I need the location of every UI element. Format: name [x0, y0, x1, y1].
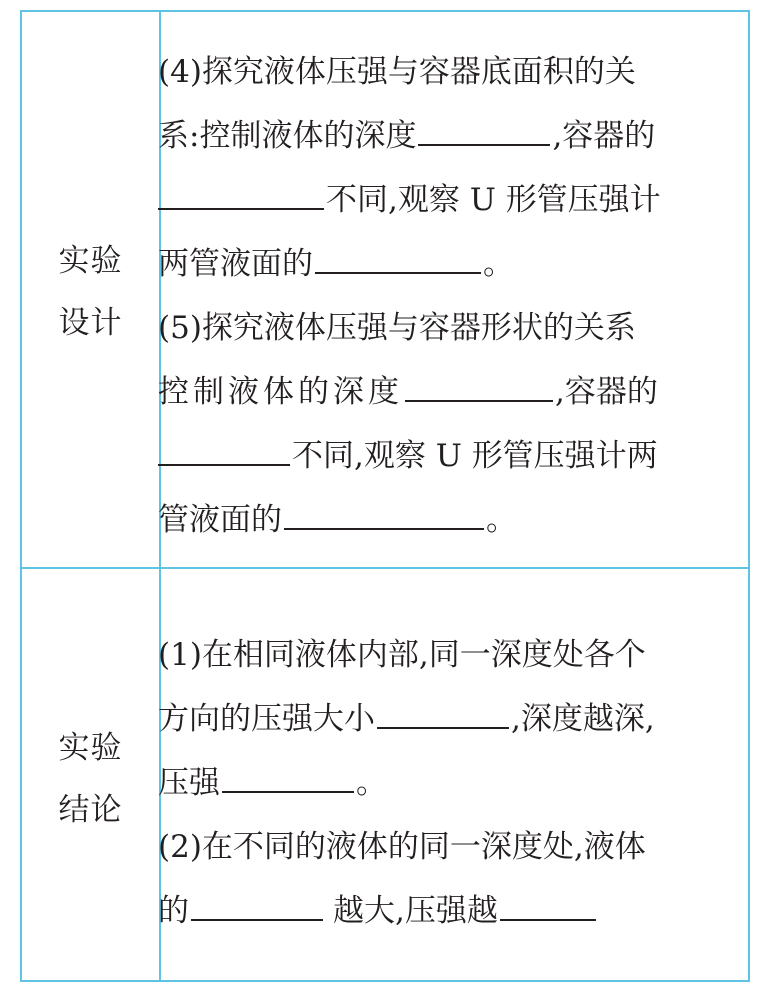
design-line-6: 控制液体的深度 ,容器的	[158, 360, 723, 424]
design-label-line-1: 实验	[58, 243, 123, 279]
blank-shape-5[interactable]	[158, 426, 290, 466]
design-line-3: 不同,观察 U 形管压强计	[158, 168, 723, 232]
design-line-8: 管液面的 。	[158, 488, 723, 552]
conclusion-line-1: (1)在相同液体内部,同一深度处各个	[158, 637, 646, 673]
blank-pressure[interactable]	[500, 881, 596, 921]
design-content	[158, 40, 723, 552]
blank-level-5[interactable]	[284, 490, 484, 530]
design-label	[22, 230, 159, 354]
conclusion-line-5: 的 越大,压强越	[158, 879, 723, 943]
row-divider	[22, 567, 748, 569]
design-line-5: (5)探究液体压强与容器形状的关系	[158, 310, 636, 346]
conclusion-label	[22, 717, 159, 841]
conclusion-content	[158, 623, 723, 943]
design-line-7: 不同,观察 U 形管压强计两	[158, 424, 723, 488]
design-label-line-2: 设计	[58, 305, 123, 341]
blank-depth-4[interactable]	[418, 106, 550, 146]
blank-equal[interactable]	[377, 689, 509, 729]
conclusion-line-3: 压强 。	[158, 751, 723, 815]
design-line-2: 系:控制液体的深度 ,容器的	[158, 104, 723, 168]
blank-level-4[interactable]	[315, 234, 481, 274]
conclusion-label-line-1: 实验	[58, 730, 123, 766]
blank-area-4[interactable]	[158, 170, 324, 210]
blank-larger[interactable]	[222, 753, 354, 793]
conclusion-label-line-2: 结论	[58, 792, 123, 828]
design-line-4: 两管液面的 。	[158, 232, 723, 296]
blank-depth-5[interactable]	[405, 362, 553, 402]
conclusion-line-4: (2)在不同的液体的同一深度处,液体	[158, 829, 646, 865]
blank-density[interactable]	[191, 881, 323, 921]
design-line-1: (4)探究液体压强与容器底面积的关	[158, 54, 636, 90]
conclusion-line-2: 方向的压强大小 ,深度越深,	[158, 687, 723, 751]
